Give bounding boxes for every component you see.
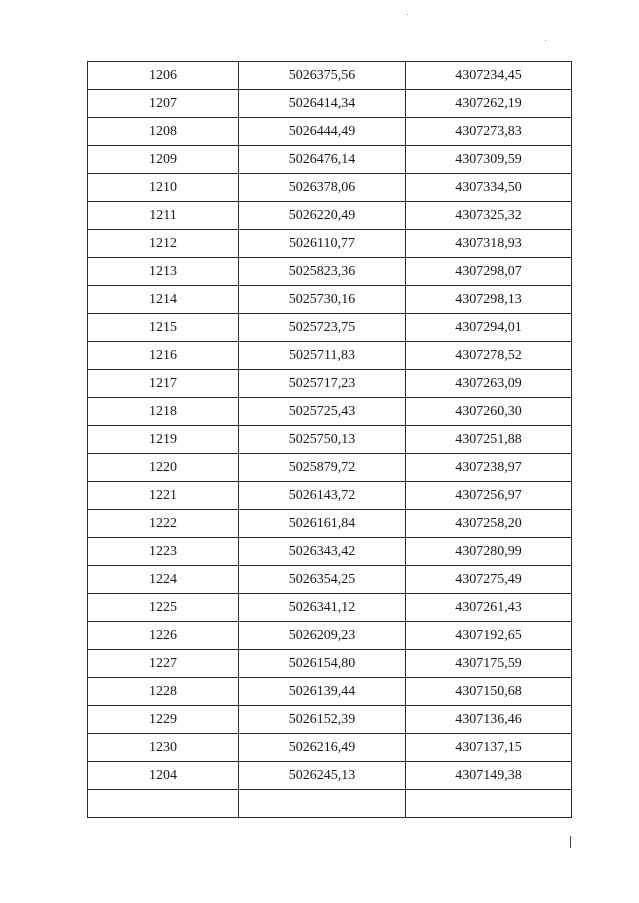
table-row — [88, 594, 572, 622]
x-coordinate-cell — [239, 790, 406, 818]
y-coordinate-cell: 4307260,30 — [406, 398, 572, 426]
table-row — [88, 118, 572, 146]
table-row — [88, 202, 572, 230]
y-coordinate-cell: 4307280,99 — [406, 538, 572, 566]
table-row — [88, 454, 572, 482]
x-coordinate-cell: 5026444,49 — [239, 118, 406, 146]
y-coordinate-cell: 4307298,13 — [406, 286, 572, 314]
point-number-cell: 1207 — [88, 90, 239, 118]
point-number-cell: 1218 — [88, 398, 239, 426]
table-row — [88, 230, 572, 258]
x-coordinate-cell: 5026143,72 — [239, 482, 406, 510]
x-coordinate-cell: 5026341,12 — [239, 594, 406, 622]
point-number-cell: 1206 — [88, 62, 239, 90]
y-coordinate-cell: 4307256,97 — [406, 482, 572, 510]
x-coordinate-cell: 5025879,72 — [239, 454, 406, 482]
x-coordinate-cell: 5026354,25 — [239, 566, 406, 594]
y-coordinate-cell: 4307175,59 — [406, 650, 572, 678]
scan-edge-mark — [570, 836, 571, 848]
table-row — [88, 566, 572, 594]
point-number-cell: 1229 — [88, 706, 239, 734]
x-coordinate-cell: 5026110,77 — [239, 230, 406, 258]
y-coordinate-cell: 4307238,97 — [406, 454, 572, 482]
y-coordinate-cell: 4307150,68 — [406, 678, 572, 706]
point-number-cell: 1204 — [88, 762, 239, 790]
y-coordinate-cell: 4307251,88 — [406, 426, 572, 454]
y-coordinate-cell: 4307325,32 — [406, 202, 572, 230]
point-number-cell: 1214 — [88, 286, 239, 314]
table-row — [88, 398, 572, 426]
table-row — [88, 62, 572, 90]
point-number-cell: 1208 — [88, 118, 239, 146]
x-coordinate-cell: 5026209,23 — [239, 622, 406, 650]
point-number-cell: 1220 — [88, 454, 239, 482]
scan-speck — [545, 40, 546, 41]
x-coordinate-cell: 5026476,14 — [239, 146, 406, 174]
table-row — [88, 734, 572, 762]
point-number-cell — [88, 790, 239, 818]
y-coordinate-cell: 4307318,93 — [406, 230, 572, 258]
coordinates-table-body — [88, 62, 572, 818]
x-coordinate-cell: 5026378,06 — [239, 174, 406, 202]
point-number-cell: 1226 — [88, 622, 239, 650]
x-coordinate-cell: 5026154,80 — [239, 650, 406, 678]
y-coordinate-cell: 4307309,59 — [406, 146, 572, 174]
coordinates-table — [87, 61, 572, 818]
x-coordinate-cell: 5026375,56 — [239, 62, 406, 90]
point-number-cell: 1230 — [88, 734, 239, 762]
table-row — [88, 482, 572, 510]
y-coordinate-cell: 4307334,50 — [406, 174, 572, 202]
point-number-cell: 1222 — [88, 510, 239, 538]
y-coordinate-cell: 4307278,52 — [406, 342, 572, 370]
y-coordinate-cell: 4307275,49 — [406, 566, 572, 594]
y-coordinate-cell: 4307262,19 — [406, 90, 572, 118]
x-coordinate-cell: 5026161,84 — [239, 510, 406, 538]
y-coordinate-cell: 4307149,38 — [406, 762, 572, 790]
x-coordinate-cell: 5026216,49 — [239, 734, 406, 762]
table-row — [88, 678, 572, 706]
y-coordinate-cell: 4307258,20 — [406, 510, 572, 538]
table-row — [88, 370, 572, 398]
x-coordinate-cell: 5025730,16 — [239, 286, 406, 314]
table-row — [88, 342, 572, 370]
y-coordinate-cell: 4307263,09 — [406, 370, 572, 398]
point-number-cell: 1215 — [88, 314, 239, 342]
table-row — [88, 510, 572, 538]
x-coordinate-cell: 5025711,83 — [239, 342, 406, 370]
table-row — [88, 538, 572, 566]
table-row — [88, 762, 572, 790]
y-coordinate-cell: 4307261,43 — [406, 594, 572, 622]
table-row — [88, 650, 572, 678]
x-coordinate-cell: 5026152,39 — [239, 706, 406, 734]
point-number-cell: 1225 — [88, 594, 239, 622]
point-number-cell: 1210 — [88, 174, 239, 202]
table-row — [88, 706, 572, 734]
y-coordinate-cell: 4307192,65 — [406, 622, 572, 650]
table-row — [88, 426, 572, 454]
x-coordinate-cell: 5025823,36 — [239, 258, 406, 286]
table-row — [88, 622, 572, 650]
y-coordinate-cell: 4307273,83 — [406, 118, 572, 146]
point-number-cell: 1212 — [88, 230, 239, 258]
x-coordinate-cell: 5025725,43 — [239, 398, 406, 426]
table-row — [88, 286, 572, 314]
y-coordinate-cell: 4307137,15 — [406, 734, 572, 762]
x-coordinate-cell: 5026139,44 — [239, 678, 406, 706]
point-number-cell: 1224 — [88, 566, 239, 594]
x-coordinate-cell: 5025717,23 — [239, 370, 406, 398]
table-row — [88, 90, 572, 118]
y-coordinate-cell: 4307234,45 — [406, 62, 572, 90]
x-coordinate-cell: 5026414,34 — [239, 90, 406, 118]
y-coordinate-cell: 4307136,46 — [406, 706, 572, 734]
y-coordinate-cell: 4307294,01 — [406, 314, 572, 342]
point-number-cell: 1227 — [88, 650, 239, 678]
scan-speck — [407, 14, 408, 15]
x-coordinate-cell: 5026343,42 — [239, 538, 406, 566]
point-number-cell: 1213 — [88, 258, 239, 286]
point-number-cell: 1219 — [88, 426, 239, 454]
point-number-cell: 1223 — [88, 538, 239, 566]
x-coordinate-cell: 5026220,49 — [239, 202, 406, 230]
y-coordinate-cell: 4307298,07 — [406, 258, 572, 286]
x-coordinate-cell: 5025723,75 — [239, 314, 406, 342]
table-row — [88, 258, 572, 286]
point-number-cell: 1209 — [88, 146, 239, 174]
table-row — [88, 146, 572, 174]
x-coordinate-cell: 5026245,13 — [239, 762, 406, 790]
table-row — [88, 314, 572, 342]
point-number-cell: 1221 — [88, 482, 239, 510]
point-number-cell: 1228 — [88, 678, 239, 706]
y-coordinate-cell — [406, 790, 572, 818]
table-row — [88, 790, 572, 818]
table-row — [88, 174, 572, 202]
point-number-cell: 1211 — [88, 202, 239, 230]
point-number-cell: 1216 — [88, 342, 239, 370]
x-coordinate-cell: 5025750,13 — [239, 426, 406, 454]
point-number-cell: 1217 — [88, 370, 239, 398]
